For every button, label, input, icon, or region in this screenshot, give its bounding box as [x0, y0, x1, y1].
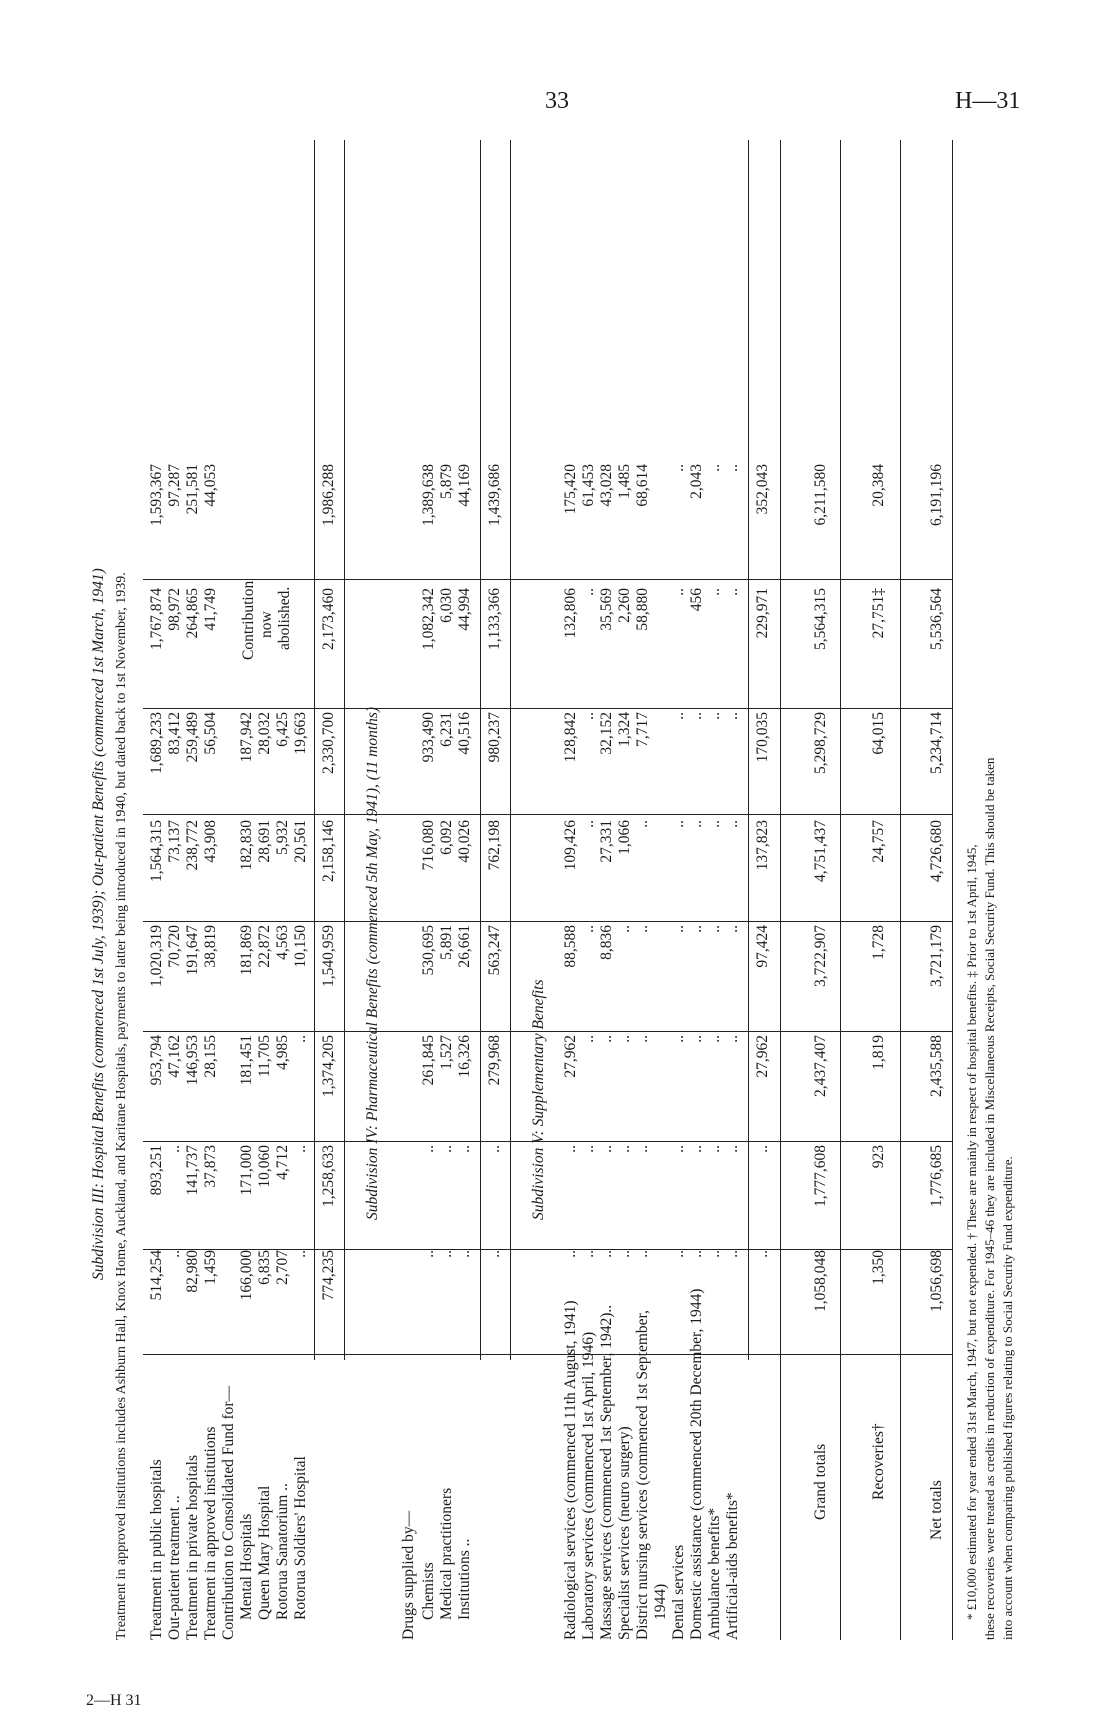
- grand-totals-cell: 1,058,048: [812, 1250, 829, 1312]
- supp-row-cell: ..: [598, 1250, 615, 1258]
- rule-line: [314, 140, 315, 1360]
- recoveries-cell: 27,751‡: [870, 588, 887, 639]
- column-rule: [143, 1031, 952, 1032]
- hospital-row-cell: 47,162: [166, 1035, 183, 1078]
- hospital-row-cell: 6,425: [274, 712, 291, 747]
- supp-total-cell: 97,424: [754, 925, 771, 968]
- hospital-row-cell: ..: [166, 1250, 183, 1258]
- hospital-total-cell: 1,986,288: [320, 464, 337, 526]
- pharma-section-title: Subdivision IV: Pharmaceutical Benefits (commenced 5th May, 1941), (11 months): [364, 706, 381, 1220]
- supp-row-cell: 58,880: [634, 588, 651, 631]
- pharma-row-cell: 1,082,342: [420, 588, 437, 650]
- supp-row-cell: ..: [706, 820, 723, 828]
- column-rule: [143, 814, 952, 815]
- pharma-row-cell: ..: [456, 1250, 473, 1258]
- column-rule: [143, 579, 952, 580]
- supp-row-cell: ..: [580, 1035, 597, 1043]
- pharma-row-cell: 26,661: [456, 925, 473, 968]
- hospital-row-label: Contribution to Consolidated Fund for—: [220, 1385, 237, 1640]
- supp-row-cell: ..: [688, 1035, 705, 1043]
- supp-row-cell: ..: [670, 1145, 687, 1153]
- pharma-total-cell: 1,439,686: [486, 464, 503, 526]
- hospital-row-label: Treatment in public hospitals: [148, 1459, 165, 1640]
- hospital-row-cell: 191,647: [184, 925, 201, 976]
- hospital-row-label: Treatment in approved institutions: [202, 1426, 219, 1640]
- hospital-row-cell: 6,835: [256, 1250, 273, 1285]
- hospital-row-cell: 2,707: [274, 1250, 291, 1285]
- supp-row-cell: ..: [670, 588, 687, 596]
- hospital-row-cell: 11,705: [256, 1035, 273, 1078]
- grand-totals-cell: 3,722,907: [812, 925, 829, 987]
- supp-row-cell: ..: [670, 1035, 687, 1043]
- hospital-row-cell: 141,737: [184, 1145, 201, 1196]
- net-totals-cell: 5,234,714: [928, 712, 945, 774]
- pharma-row-cell: 716,080: [420, 820, 437, 871]
- hospital-row-cell: 83,412: [166, 712, 183, 755]
- hospital-total-cell: 2,330,700: [320, 712, 337, 774]
- supp-row-label: Specialist services (neuro surgery): [616, 1426, 633, 1640]
- recoveries-label: Recoveries†: [870, 1423, 887, 1500]
- supp-row-cell: 1,485: [616, 464, 633, 499]
- hospital-row-cell: 4,985: [274, 1035, 291, 1070]
- rule-line: [780, 140, 781, 1640]
- supp-row-cell: ..: [580, 820, 597, 828]
- net-totals-cell: 4,726,680: [928, 820, 945, 882]
- pharma-row-cell: 1,527: [438, 1035, 455, 1070]
- supp-row-cell: ..: [688, 1145, 705, 1153]
- hospital-row-cell: 43,908: [202, 820, 219, 863]
- hospital-row-cell: ..: [292, 1145, 309, 1153]
- hospital-note: Treatment in approved institutions includes Ashburn Hall, Knox Home, Auckland, and Karitane Hospitals, payments to latter being introduced in 1940, but dated back to 1st November, 1939.: [114, 572, 129, 1640]
- hospital-row-cell: 37,873: [202, 1145, 219, 1188]
- supp-total-cell: 137,823: [754, 820, 771, 871]
- supp-row-cell: ..: [670, 464, 687, 472]
- supp-row-label: District nursing services (commenced 1st September,: [634, 1310, 651, 1640]
- supp-row-cell: ..: [634, 1145, 651, 1153]
- rule-line: [900, 140, 901, 1640]
- hospital-section-title: Subdivision III: Hospital Benefits (commenced 1st July, 1939); Out-patient Benefits (commenced 1st March, 1941): [90, 568, 107, 1280]
- hospital-row-cell: 82,980: [184, 1250, 201, 1293]
- supp-row-cell: ..: [688, 820, 705, 828]
- pharma-row-cell: 933,490: [420, 712, 437, 763]
- hospital-row-label: Rotorua Soldiers' Hospital: [292, 1456, 309, 1620]
- pharma-row-cell: 44,994: [456, 588, 473, 631]
- supp-row-cell: ..: [706, 1035, 723, 1043]
- supp-row-cell: ..: [670, 925, 687, 933]
- supp-row-cell: ..: [706, 464, 723, 472]
- supp-row-label: Artificial-aids benefits*: [724, 1492, 741, 1640]
- supp-row-cell: ..: [670, 712, 687, 720]
- supp-row-cell: 456: [688, 588, 705, 612]
- pharma-row-cell: 40,516: [456, 712, 473, 755]
- supp-row-cell: ..: [616, 925, 633, 933]
- contribution-note: Contribution: [240, 580, 257, 660]
- column-rule: [143, 1249, 952, 1250]
- pharma-row-cell: 6,030: [438, 588, 455, 623]
- supp-total-cell: ..: [754, 1145, 771, 1153]
- grand-totals-cell: 2,437,407: [812, 1035, 829, 1097]
- hospital-row-cell: 259,489: [184, 712, 201, 763]
- page-number: 33: [545, 88, 569, 114]
- hospital-row-cell: 5,932: [274, 820, 291, 855]
- pharma-row-cell: 1,389,638: [420, 464, 437, 526]
- contribution-note: abolished.: [276, 586, 293, 650]
- rule-line: [748, 140, 749, 1360]
- pharma-total-cell: 762,198: [486, 820, 503, 871]
- rotated-table: [88, 120, 1058, 1660]
- hospital-row-cell: ..: [292, 1035, 309, 1043]
- hospital-row-cell: 98,972: [166, 588, 183, 631]
- supp-row-cell: 8,836: [598, 925, 615, 960]
- net-totals-label: Net totals: [928, 1480, 945, 1540]
- hospital-total-cell: 2,158,146: [320, 820, 337, 882]
- supp-total-cell: ..: [754, 1250, 771, 1258]
- hospital-row-cell: 28,155: [202, 1035, 219, 1078]
- supp-row-cell: 2,260: [616, 588, 633, 623]
- hospital-row-cell: 10,060: [256, 1145, 273, 1188]
- supp-row-cell: ..: [580, 588, 597, 596]
- supp-row-cell: ..: [634, 1035, 651, 1043]
- document-code: H—31: [955, 88, 1021, 114]
- supp-row-cell: ..: [706, 712, 723, 720]
- recoveries-cell: 1,819: [870, 1035, 887, 1070]
- supp-row-cell: 32,152: [598, 712, 615, 755]
- hospital-row-cell: 4,563: [274, 925, 291, 960]
- supp-section-title: Subdivision V: Supplementary Benefits: [530, 979, 547, 1220]
- supp-row-cell: 175,420: [562, 464, 579, 515]
- pharma-total-cell: 1,133,366: [486, 588, 503, 650]
- supp-row-cell: ..: [580, 1145, 597, 1153]
- supp-row-cell: ..: [616, 1250, 633, 1258]
- hospital-row-cell: ..: [166, 1145, 183, 1153]
- hospital-row-cell: 171,000: [238, 1145, 255, 1196]
- net-totals-cell: 1,056,698: [928, 1250, 945, 1312]
- net-totals-cell: 6,191,196: [928, 464, 945, 526]
- supp-row-cell: 1,066: [616, 820, 633, 855]
- hospital-row-cell: 28,032: [256, 712, 273, 755]
- hospital-total-cell: 774,235: [320, 1250, 337, 1301]
- pharma-row-cell: 5,879: [438, 464, 455, 499]
- recoveries-cell: 1,728: [870, 925, 887, 960]
- hospital-row-cell: 181,451: [238, 1035, 255, 1086]
- hospital-row-cell: 38,819: [202, 925, 219, 968]
- hospital-row-cell: 41,749: [202, 588, 219, 631]
- supp-row-cell: ..: [724, 464, 741, 472]
- footnote: into account when comparing published figures relating to Social Security Fund expenditure.: [1000, 1156, 1015, 1640]
- hospital-row-cell: 187,942: [238, 712, 255, 763]
- supp-row-cell: ..: [634, 925, 651, 933]
- pharma-row-cell: 40,026: [456, 820, 473, 863]
- supp-total-cell: 229,971: [754, 588, 771, 639]
- hospital-total-cell: 2,173,460: [320, 588, 337, 650]
- supp-row-cell: ..: [598, 1035, 615, 1043]
- supp-row-cell: ..: [670, 820, 687, 828]
- column-rule: [143, 921, 952, 922]
- rule-line: [510, 140, 511, 1360]
- supp-row-cell: 43,028: [598, 464, 615, 507]
- supp-row-cell: ..: [634, 1250, 651, 1258]
- supp-row-cell: 109,426: [562, 820, 579, 871]
- grand-totals-cell: 4,751,437: [812, 820, 829, 882]
- column-rule: [143, 1141, 952, 1142]
- supp-row-label: Massage services (commenced 1st September, 1942)..: [598, 1304, 615, 1640]
- hospital-row-cell: 146,953: [184, 1035, 201, 1086]
- pharma-total-cell: 563,247: [486, 925, 503, 976]
- recoveries-cell: 923: [870, 1145, 887, 1169]
- pharma-row-cell: ..: [438, 1250, 455, 1258]
- pharma-row-label: Institutions ..: [456, 1538, 473, 1620]
- supp-row-cell: 128,842: [562, 712, 579, 763]
- supp-row-cell: 27,331: [598, 820, 615, 863]
- recoveries-cell: 24,757: [870, 820, 887, 863]
- supp-row-cell: ..: [598, 1145, 615, 1153]
- grand-totals-cell: 6,211,580: [812, 464, 829, 526]
- hospital-row-cell: 1,564,315: [148, 820, 165, 882]
- pharma-row-cell: 6,092: [438, 820, 455, 855]
- hospital-row-cell: 4,712: [274, 1145, 291, 1180]
- supp-row-label: Laboratory services (commenced 1st April, 1946): [580, 1331, 597, 1640]
- hospital-row-label: Treatment in private hospitals: [184, 1455, 201, 1640]
- pharma-row-cell: 44,169: [456, 464, 473, 507]
- supp-row-cell: ..: [616, 1145, 633, 1153]
- supp-row-cell: ..: [724, 588, 741, 596]
- supp-row-cell: ..: [706, 588, 723, 596]
- column-rule: [143, 708, 952, 709]
- hospital-total-cell: 1,540,959: [320, 925, 337, 987]
- supp-row-label: Domestic assistance (commenced 20th December, 1944): [688, 1288, 705, 1640]
- pharma-row-label: Medical practitioners: [438, 1487, 455, 1620]
- supp-row-cell: ..: [706, 1250, 723, 1258]
- pharma-total-cell: ..: [486, 1250, 503, 1258]
- supp-row-cell: ..: [580, 925, 597, 933]
- column-rule: [143, 1354, 952, 1355]
- hospital-row-cell: 1,767,874: [148, 588, 165, 650]
- hospital-row-cell: 182,830: [238, 820, 255, 871]
- hospital-total-cell: 1,374,205: [320, 1035, 337, 1097]
- hospital-row-label: Out-patient treatment ..: [166, 1495, 183, 1640]
- supp-row-cell: ..: [616, 1035, 633, 1043]
- pharma-row-label: Chemists: [420, 1562, 437, 1620]
- grand-totals-cell: 1,777,608: [812, 1145, 829, 1207]
- hospital-row-label: Mental Hospitals: [238, 1513, 255, 1620]
- pharma-total-cell: 279,968: [486, 1035, 503, 1086]
- pharma-total-cell: ..: [486, 1145, 503, 1153]
- hospital-row-cell: 238,772: [184, 820, 201, 871]
- supp-row-cell: 61,453: [580, 464, 597, 507]
- supp-row-cell: ..: [562, 1145, 579, 1153]
- pharma-row-cell: 16,326: [456, 1035, 473, 1078]
- hospital-row-cell: 264,865: [184, 588, 201, 639]
- supp-row-label: Dental services: [670, 1544, 687, 1640]
- supp-row-cell: ..: [580, 712, 597, 720]
- hospital-total-cell: 1,258,633: [320, 1145, 337, 1207]
- net-totals-cell: 5,536,564: [928, 588, 945, 650]
- hospital-row-cell: 1,689,233: [148, 712, 165, 774]
- pharma-total-cell: 980,237: [486, 712, 503, 763]
- supp-row-cell: ..: [724, 712, 741, 720]
- supp-row-cell: ..: [670, 1250, 687, 1258]
- hospital-row-cell: 44,053: [202, 464, 219, 507]
- hospital-row-cell: 70,720: [166, 925, 183, 968]
- rule-line: [480, 140, 481, 1360]
- hospital-row-cell: 73,137: [166, 820, 183, 863]
- pharma-row-cell: ..: [456, 1145, 473, 1153]
- pharma-row-cell: 5,891: [438, 925, 455, 960]
- supp-row-cell: 35,569: [598, 588, 615, 631]
- supp-row-cell: 2,043: [688, 464, 705, 499]
- hospital-row-cell: 20,561: [292, 820, 309, 863]
- supp-row-cell: 88,588: [562, 925, 579, 968]
- supp-row-cell: ..: [706, 1145, 723, 1153]
- footnote: * £10,000 estimated for year ended 31st March, 1947, but not expended. † These are mainly in respect of hospital benefits. ‡ Prior to 1st April, 1945,: [964, 844, 979, 1620]
- rule-line: [952, 140, 953, 1640]
- supp-row-cell: 1,324: [616, 712, 633, 747]
- supp-row-cell: 27,962: [562, 1035, 579, 1078]
- hospital-row-cell: 56,504: [202, 712, 219, 755]
- hospital-row-cell: ..: [292, 1250, 309, 1258]
- hospital-row-cell: 28,691: [256, 820, 273, 863]
- recoveries-cell: 20,384: [870, 464, 887, 507]
- supp-row-label: Radiological services (commenced 11th August, 1941): [562, 1300, 579, 1640]
- supp-total-cell: 27,962: [754, 1035, 771, 1078]
- supp-total-cell: 352,043: [754, 464, 771, 515]
- supp-row-cell: ..: [724, 1035, 741, 1043]
- recoveries-cell: 1,350: [870, 1250, 887, 1285]
- supp-row-label: 1944): [652, 1583, 669, 1620]
- net-totals-cell: 3,721,179: [928, 925, 945, 987]
- hospital-row-cell: 1,459: [202, 1250, 219, 1285]
- supp-row-cell: ..: [688, 925, 705, 933]
- pharma-row-cell: 261,845: [420, 1035, 437, 1086]
- hospital-row-cell: 10,150: [292, 925, 309, 968]
- recoveries-cell: 64,015: [870, 712, 887, 755]
- supp-row-cell: ..: [724, 1250, 741, 1258]
- hospital-row-cell: 1,020,319: [148, 925, 165, 987]
- rule-line: [840, 140, 841, 1640]
- hospital-row-label: Rotorua Sanatorium ..: [274, 1483, 291, 1620]
- grand-totals-cell: 5,298,729: [812, 712, 829, 774]
- hospital-row-cell: 893,251: [148, 1145, 165, 1196]
- pharma-row-cell: 530,695: [420, 925, 437, 976]
- hospital-row-cell: 97,287: [166, 464, 183, 507]
- supp-row-cell: ..: [688, 1250, 705, 1258]
- footnote: these recoveries were treated as credits in reduction of expenditure. For 1945–46 they are included in Miscellaneous Receipts, Social Security Fund. This should be taken: [982, 757, 997, 1640]
- supp-row-cell: 132,806: [562, 588, 579, 639]
- supp-row-cell: ..: [724, 925, 741, 933]
- supp-row-cell: 68,614: [634, 464, 651, 507]
- net-totals-cell: 2,435,588: [928, 1035, 945, 1097]
- hospital-row-cell: 22,872: [256, 925, 273, 968]
- supp-row-cell: ..: [724, 1145, 741, 1153]
- hospital-row-cell: 19,663: [292, 712, 309, 755]
- supp-total-cell: 170,035: [754, 712, 771, 763]
- pharma-row-cell: ..: [420, 1145, 437, 1153]
- supp-row-cell: 7,717: [634, 712, 651, 747]
- contribution-note: now: [258, 611, 275, 638]
- hospital-row-label: Queen Mary Hospital: [256, 1485, 273, 1620]
- supp-row-cell: ..: [724, 820, 741, 828]
- hospital-row-cell: 1,593,367: [148, 464, 165, 526]
- pharma-row-cell: 6,231: [438, 712, 455, 747]
- supp-row-cell: ..: [706, 925, 723, 933]
- rule-line: [344, 140, 345, 1360]
- footer-code: 2—H 31: [86, 1692, 142, 1709]
- supp-row-label: Ambulance benefits*: [706, 1507, 723, 1640]
- hospital-row-cell: 514,254: [148, 1250, 165, 1301]
- supp-row-cell: ..: [580, 1250, 597, 1258]
- hospital-row-cell: 251,581: [184, 464, 201, 515]
- hospital-row-cell: 181,869: [238, 925, 255, 976]
- pharma-row-cell: ..: [420, 1250, 437, 1258]
- supp-row-cell: ..: [562, 1250, 579, 1258]
- pharma-row-cell: ..: [438, 1145, 455, 1153]
- pharma-heading: Drugs supplied by—: [400, 1510, 417, 1640]
- grand-totals-cell: 5,564,315: [812, 588, 829, 650]
- supp-row-cell: ..: [634, 820, 651, 828]
- net-totals-cell: 1,776,685: [928, 1145, 945, 1207]
- hospital-row-cell: 166,000: [238, 1250, 255, 1301]
- hospital-row-cell: 953,794: [148, 1035, 165, 1086]
- supp-row-cell: ..: [688, 712, 705, 720]
- grand-totals-label: Grand totals: [812, 1443, 829, 1520]
